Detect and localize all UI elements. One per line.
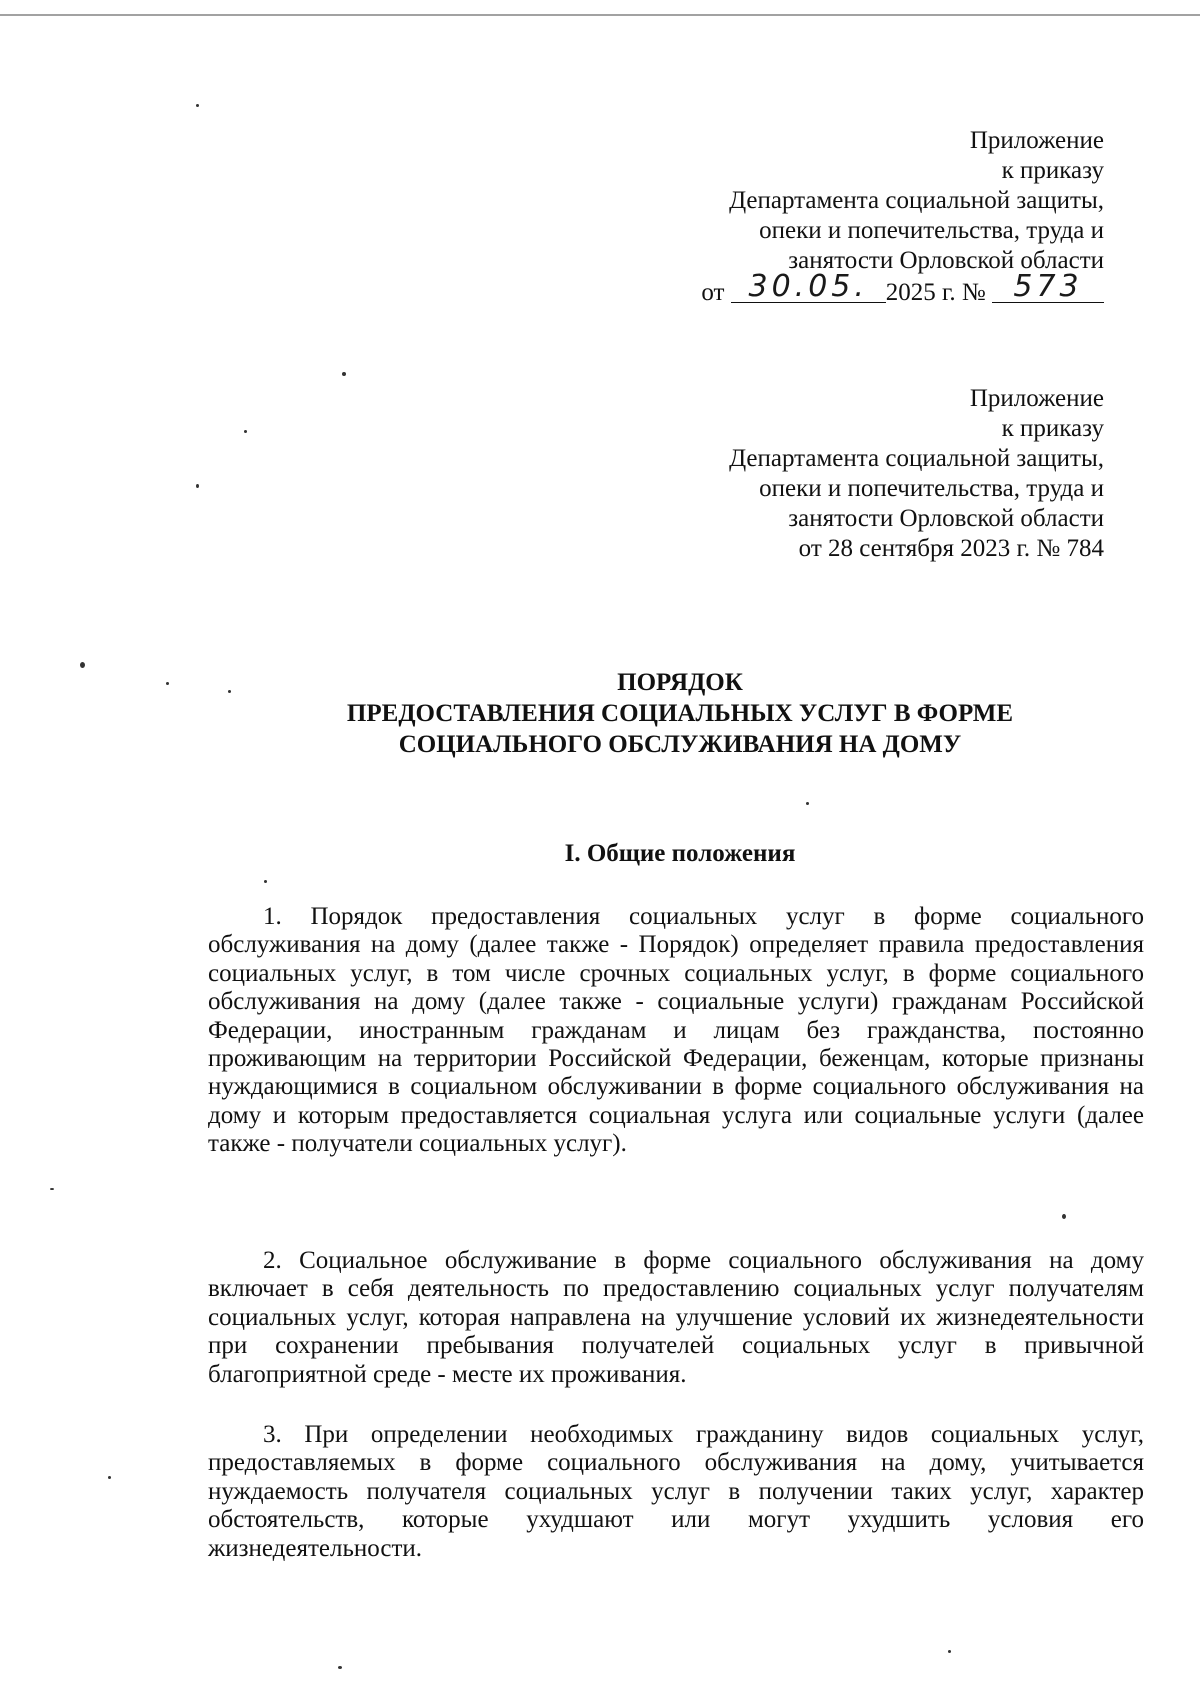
approval-line: Приложение [969,385,1104,412]
approval-line: к приказу [1001,415,1104,442]
approval-block-new [544,126,1104,308]
scan-speck [166,682,169,685]
scan-edge-line [0,14,1200,16]
date-field [731,269,886,304]
scan-speck [338,1666,342,1669]
title-line: ПОРЯДОК [617,669,743,696]
paragraph: 1. Порядок предоставления социальных услуг в форме социального обслуживания на дому (далее также - Порядок) определяет правила предоставления социальных услуг, в том числе срочных социальных услуг, в форме социального обслуживания на дому (далее также - социальные услуги) гражданам Российской Федерации, иностранным гражданам и лицам без гражданства, постоянно проживающим на территории Российской Федерации, беженцам, которые признаны нуждающимися в социальном обслуживании в форме социального обслуживания на дому и которым предоставляется социальная услуга или социальные услуги (далее также - получатели социальных услуг). [208,903,1144,1158]
scan-speck [1062,1214,1066,1219]
approval-date-line [544,269,1104,308]
section-heading: I. Общие положения [564,840,796,867]
document-title [200,667,1160,760]
scan-speck [196,104,199,107]
number-field [992,269,1104,304]
scan-speck [108,1476,111,1479]
approval-line: Приложение [969,127,1104,154]
approval-line: Департамента социальной защиты, [729,445,1104,472]
scan-speck [50,1188,54,1190]
approval-line: занятости Орловской области [788,505,1104,532]
paragraph: 2. Социальное обслуживание в форме социального обслуживания на дому включает в себя деятельность по предоставлению социальных услуг получателям социальных услуг, которая направлена на улучшение условий их жизнедеятельности при сохранении пребывания получателей социальных услуг в привычной благоприятной среде - месте их проживания. [208,1247,1144,1388]
approval-line: от 28 сентября 2023 г. № 784 [798,535,1104,562]
scan-speck [80,662,85,668]
handwritten-date: 30.05. [748,269,868,304]
scan-speck [342,372,346,376]
scan-speck [244,430,247,433]
scan-speck [948,1650,951,1653]
approval-line: опеки и попечительства, труда и [759,217,1104,244]
paragraph: 3. При определении необходимых гражданину видов социальных услуг, предоставляемых в форме социального обслуживания на дому, учитывается нуждаемость получателя социальных услуг в получении таких услуг, характер обстоятельств, которые ухудшают или могут ухудшить условия его жизнедеятельности. [208,1421,1144,1562]
approval-line: к приказу [1001,157,1104,184]
scan-speck [806,802,809,805]
title-line: СОЦИАЛЬНОГО ОБСЛУЖИВАНИЯ НА ДОМУ [398,731,962,758]
handwritten-number: 573 [1013,269,1083,304]
date-prefix: от [701,279,725,306]
approval-block-old [544,384,1104,564]
approval-line: занятости Орловской области [788,247,1104,274]
scan-speck [196,484,199,488]
scan-speck [264,880,267,883]
title-line: ПРЕДОСТАВЛЕНИЯ СОЦИАЛЬНЫХ УСЛУГ В ФОРМЕ [346,700,1014,727]
approval-line: опеки и попечительства, труда и [759,475,1104,502]
year-text: 2025 г. № [885,279,986,306]
approval-line: Департамента социальной защиты, [729,187,1104,214]
